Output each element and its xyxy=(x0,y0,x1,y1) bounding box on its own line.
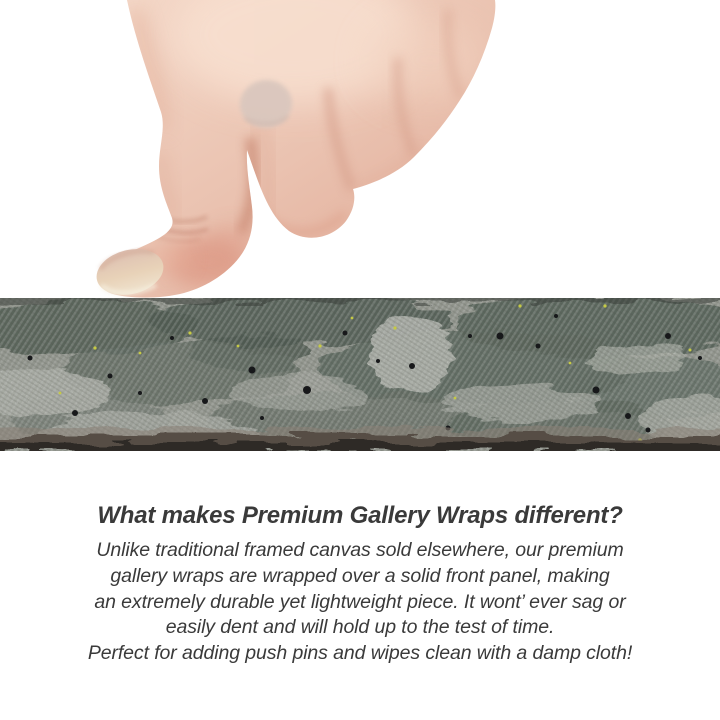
canvas-bottom-edge xyxy=(0,427,720,451)
caption-line: easily dent and will hold up to the test of time. xyxy=(165,616,555,639)
canvas-top-edge xyxy=(0,298,720,303)
caption-line: gallery wraps are wrapped over a solid front panel, making xyxy=(110,564,610,587)
caption-line: an extremely durable yet lightweight piece. It wont’ ever sag or xyxy=(94,590,626,613)
caption-line: Perfect for adding push pins and wipes clean with a damp cloth! xyxy=(87,642,633,665)
canvas-texture xyxy=(0,298,720,451)
caption xyxy=(0,501,720,667)
hand-photo xyxy=(0,0,720,306)
canvas-edge-strip xyxy=(0,298,720,451)
caption-heading: What makes Premium Gallery Wraps different? xyxy=(97,502,623,529)
fist-shape xyxy=(92,0,496,302)
caption-line: Unlike traditional framed canvas sold elsewhere, our premium xyxy=(96,539,624,561)
